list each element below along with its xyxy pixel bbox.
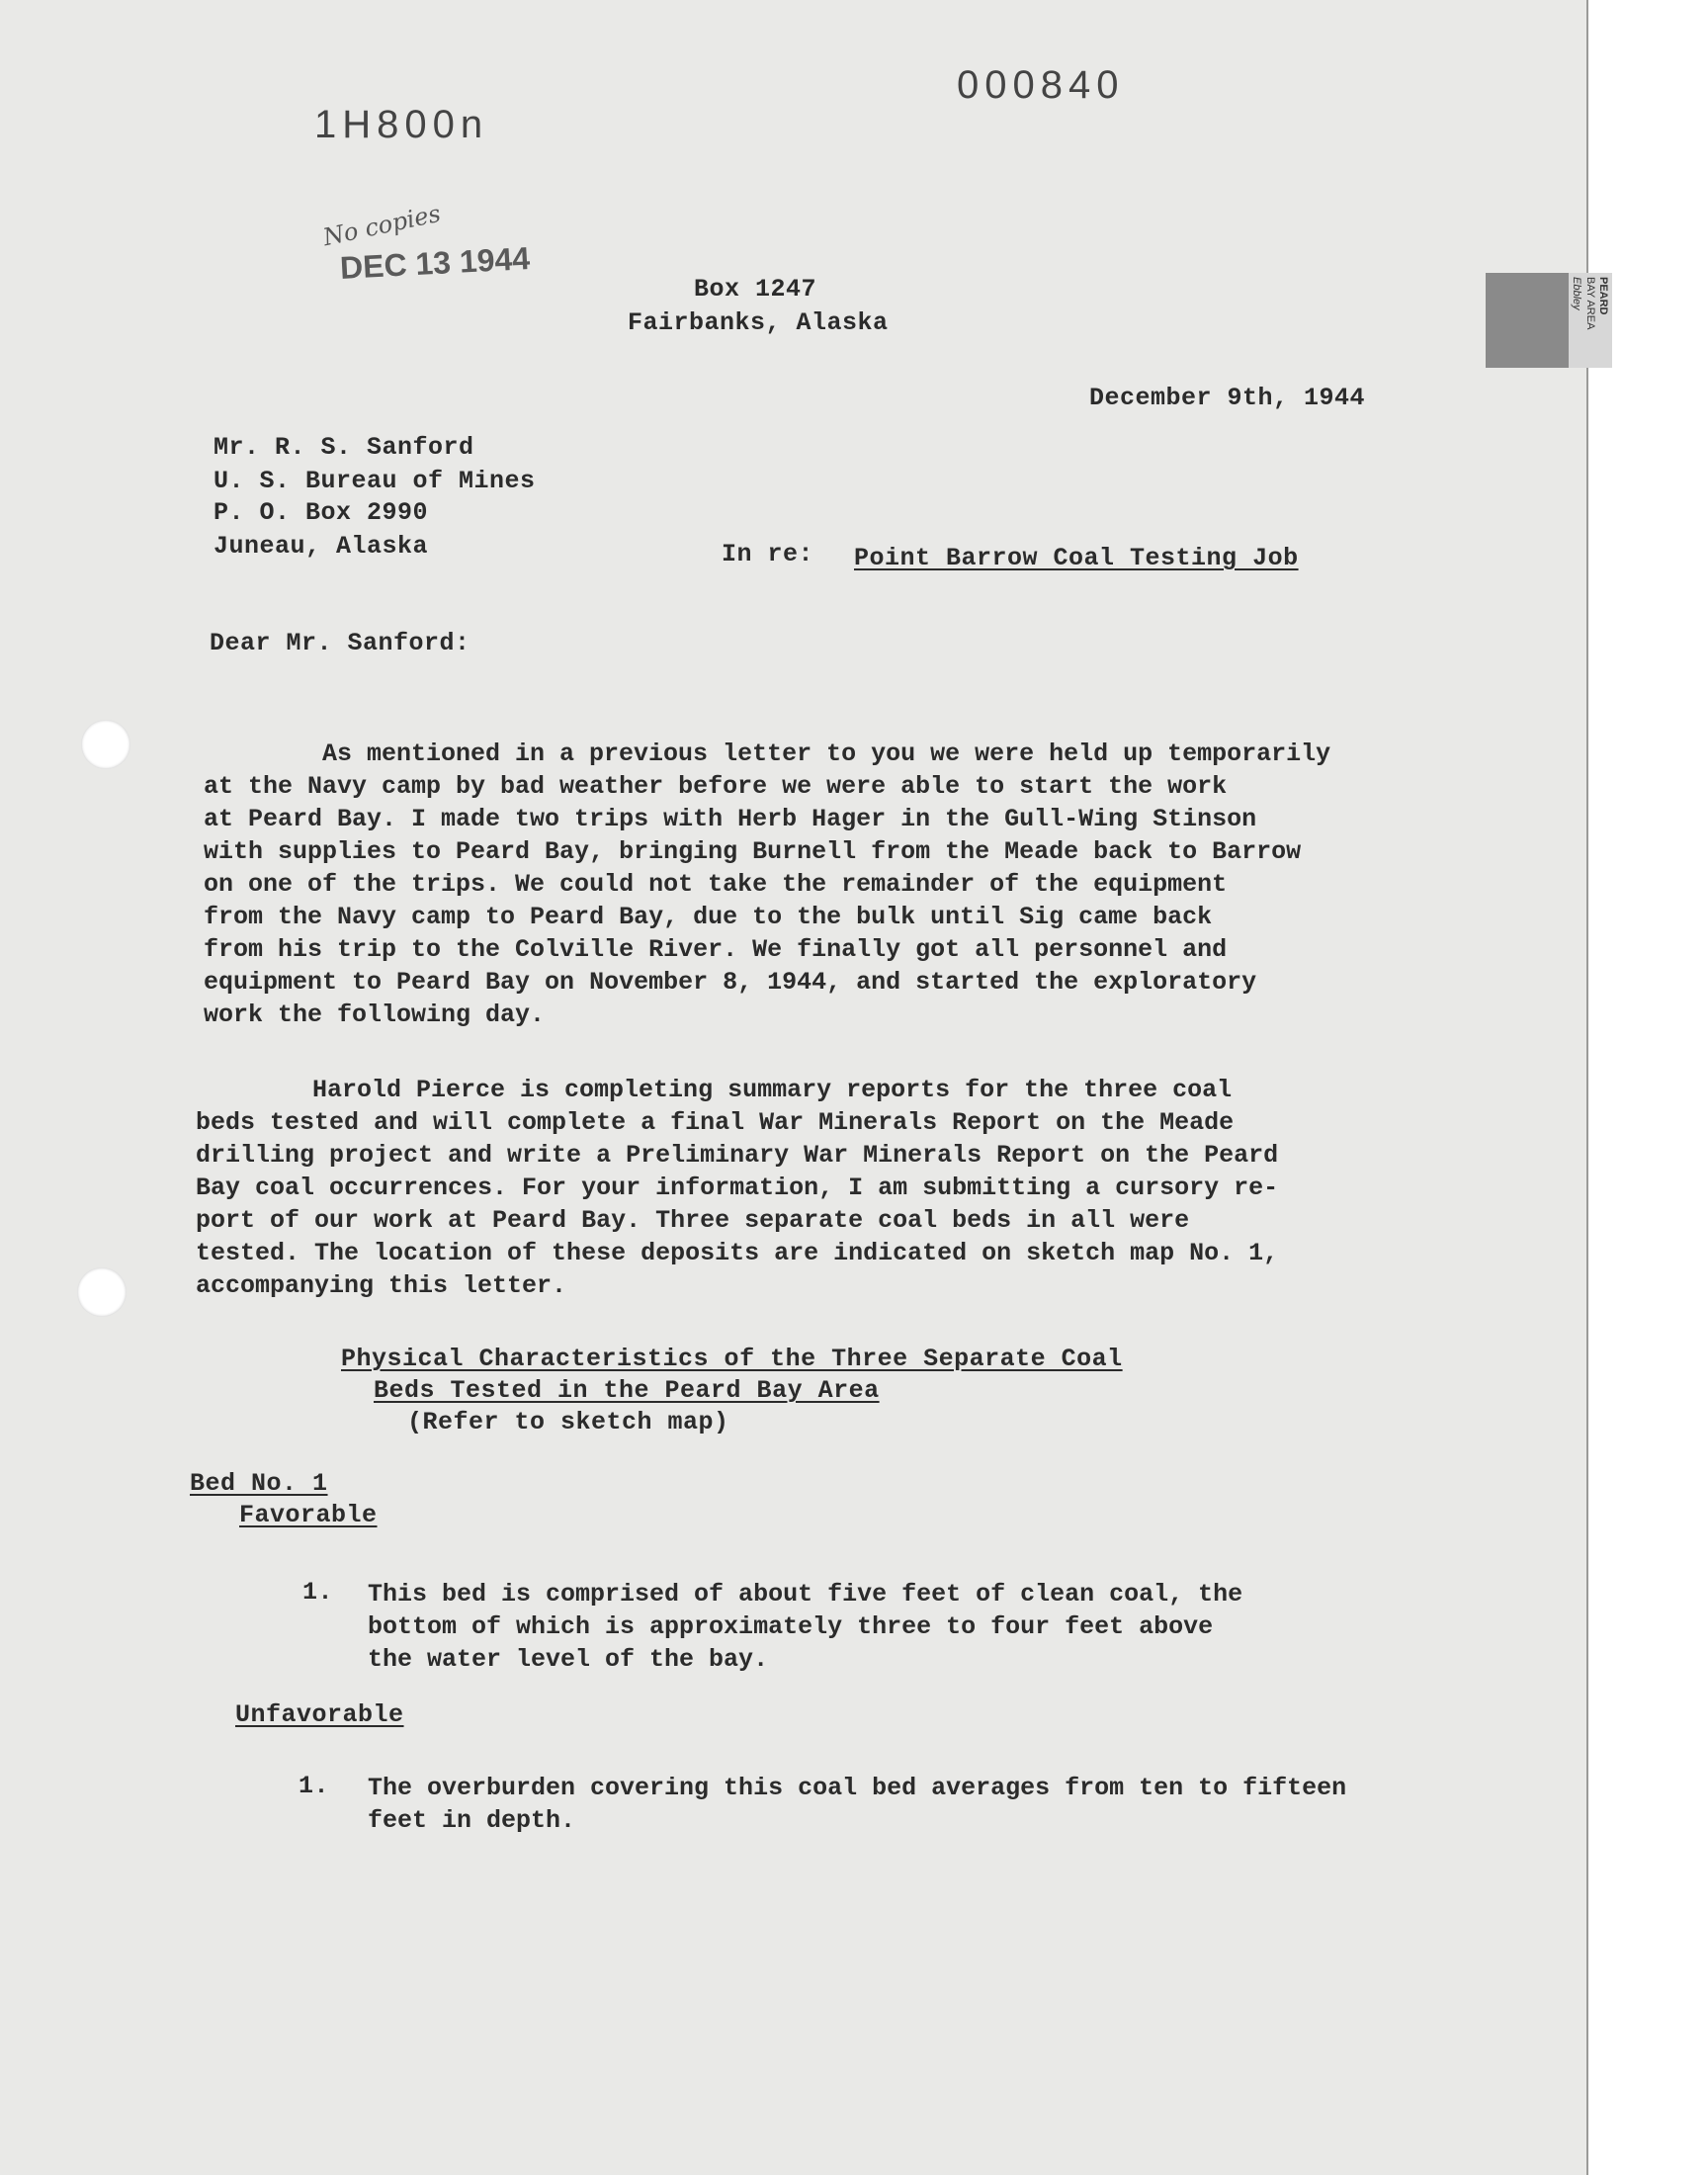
paragraph-2-line: beds tested and will complete a final War Minerals Report on the Meade xyxy=(196,1108,1235,1137)
index-tab-line-3: Ebbley xyxy=(1571,277,1582,310)
punch-hole-bottom xyxy=(77,1267,127,1317)
paragraph-1-line: on one of the trips. We could not take the remainder of the equipment xyxy=(204,870,1228,899)
unfavorable-item-line: The overburden covering this coal bed averages from ten to fifteen xyxy=(368,1774,1347,1802)
unfavorable-item-line: feet in depth. xyxy=(368,1806,576,1835)
salutation: Dear Mr. Sanford: xyxy=(210,629,470,657)
favorable-item-line: This bed is comprised of about five feet of clean coal, the xyxy=(368,1580,1243,1609)
paragraph-1 xyxy=(204,738,1330,1031)
section-heading-note: (Refer to sketch map) xyxy=(407,1408,729,1436)
bed-1-title: Bed No. 1 xyxy=(190,1469,328,1498)
return-address-city: Fairbanks, Alaska xyxy=(628,308,889,337)
paragraph-1-line: As mentioned in a previous letter to you we were held up temporarily xyxy=(322,740,1331,768)
paragraph-2-line: Harold Pierce is completing summary reports for the three coal xyxy=(312,1076,1233,1104)
paragraph-2-line: port of our work at Peard Bay. Three separate coal beds in all were xyxy=(196,1206,1190,1235)
unfavorable-item-text xyxy=(368,1772,1346,1837)
recipient-org: U. S. Bureau of Mines xyxy=(214,467,536,495)
letter-date: December 9th, 1944 xyxy=(1089,384,1366,412)
paragraph-2 xyxy=(196,1074,1278,1302)
paragraph-2-line: accompanying this letter. xyxy=(196,1271,567,1300)
favorable-item-line: bottom of which is approximately three to four feet above xyxy=(368,1612,1214,1641)
recipient-city: Juneau, Alaska xyxy=(214,532,429,561)
unfavorable-label: Unfavorable xyxy=(235,1700,404,1729)
page-number-right: 000840 xyxy=(957,63,1125,107)
favorable-item-number: 1. xyxy=(302,1578,334,1607)
paragraph-1-line: from his trip to the Colville River. We finally got all personnel and xyxy=(204,935,1228,964)
paragraph-2-line: drilling project and write a Preliminary War Minerals Report on the Peard xyxy=(196,1141,1279,1170)
paragraph-1-line: with supplies to Peard Bay, bringing Burnell from the Meade back to Barrow xyxy=(204,837,1302,866)
favorable-label: Favorable xyxy=(239,1501,378,1529)
handwritten-note: No copies xyxy=(320,199,444,252)
paragraph-1-line: work the following day. xyxy=(204,1000,546,1029)
return-address-box: Box 1247 xyxy=(694,275,817,304)
unfavorable-item-number: 1. xyxy=(299,1772,330,1800)
in-re-label: In re: xyxy=(722,540,814,568)
received-date-stamp: DEC 13 1944 xyxy=(339,239,531,287)
index-tab-line-2: BAY AREA xyxy=(1584,277,1596,330)
index-tab xyxy=(1486,273,1612,368)
paragraph-1-line: from the Navy camp to Peard Bay, due to the bulk until Sig came back xyxy=(204,903,1213,931)
index-tab-line-1: PEARD xyxy=(1597,277,1609,315)
section-heading-line-2: Beds Tested in the Peard Bay Area xyxy=(374,1376,880,1405)
favorable-item-text xyxy=(368,1578,1242,1676)
paragraph-2-line: Bay coal occurrences. For your information, I am submitting a cursory re- xyxy=(196,1174,1279,1202)
section-heading: Physical Characteristics of the Three Separate Coal xyxy=(341,1345,1123,1373)
page-number-left: 1H800n xyxy=(314,103,489,146)
index-tab-label xyxy=(1569,273,1612,368)
paragraph-1-line: at Peard Bay. I made two trips with Herb Hager in the Gull-Wing Stinson xyxy=(204,805,1257,833)
punch-hole-top xyxy=(81,720,130,769)
recipient-po-box: P. O. Box 2990 xyxy=(214,498,429,527)
paragraph-2-line: tested. The location of these deposits are indicated on sketch map No. 1, xyxy=(196,1239,1279,1267)
recipient-name: Mr. R. S. Sanford xyxy=(214,433,474,462)
paragraph-1-line: equipment to Peard Bay on November 8, 1944, and started the exploratory xyxy=(204,968,1257,997)
paragraph-1-line: at the Navy camp by bad weather before we were able to start the work xyxy=(204,772,1228,801)
favorable-item-line: the water level of the bay. xyxy=(368,1645,769,1674)
subject-line: Point Barrow Coal Testing Job xyxy=(854,544,1299,572)
